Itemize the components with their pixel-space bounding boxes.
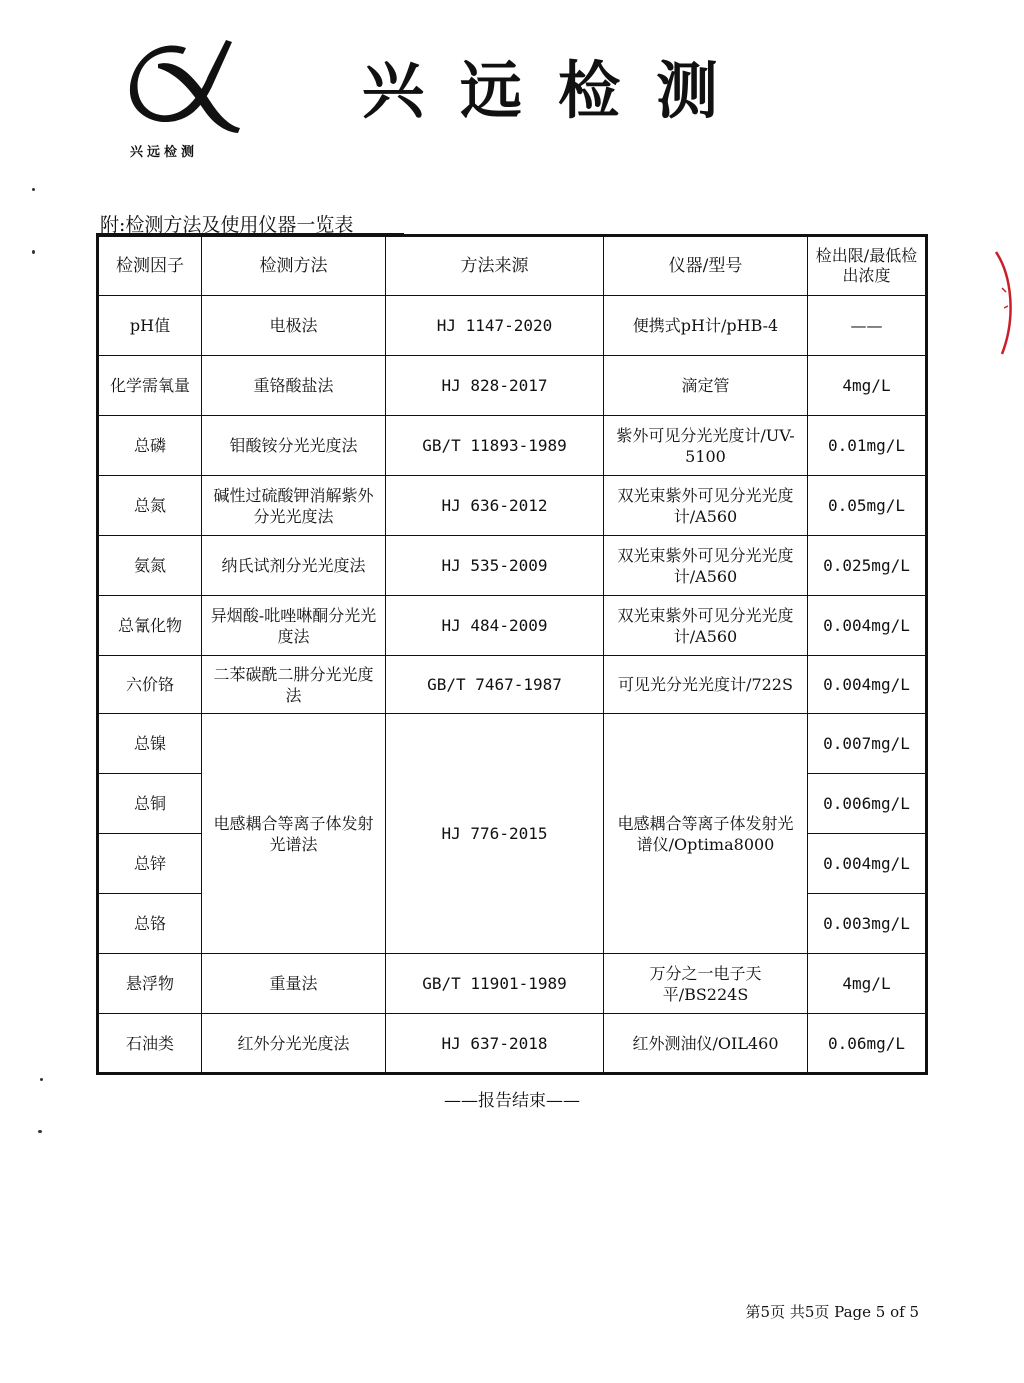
table-row — [98, 476, 927, 536]
header-cell: 检测方法 — [202, 236, 386, 296]
page-number: 第5页 共5页 Page 5 of 5 — [745, 1303, 919, 1321]
factor-cell: pH值 — [98, 296, 202, 356]
limit-cell: 0.003mg/L — [808, 894, 927, 954]
limit-cell: 0.004mg/L — [808, 596, 927, 656]
table-row — [98, 954, 927, 1014]
logo-caption: 兴远检测 — [130, 145, 199, 160]
scan-speck — [32, 188, 35, 191]
method-cell: 电极法 — [202, 296, 386, 356]
methods-table — [96, 234, 928, 1075]
table-row — [98, 1014, 927, 1074]
instrument-cell: 万分之一电子天平/BS224S — [604, 954, 808, 1014]
instrument-cell: 紫外可见分光光度计/UV-5100 — [604, 416, 808, 476]
methods-table-container — [96, 234, 925, 1072]
table-row — [98, 714, 927, 774]
limit-cell: 0.004mg/L — [808, 834, 927, 894]
method-cell: 碱性过硫酸钾消解紫外分光光度法 — [202, 476, 386, 536]
red-stamp-mark — [990, 248, 1020, 358]
header-cell: 方法来源 — [386, 236, 604, 296]
method-cell: 重量法 — [202, 954, 386, 1014]
table-row — [98, 296, 927, 356]
limit-cell: 0.006mg/L — [808, 774, 927, 834]
instrument-cell: 红外测油仪/OIL460 — [604, 1014, 808, 1074]
factor-cell: 总镍 — [98, 714, 202, 774]
method-cell: 纳氏试剂分光光度法 — [202, 536, 386, 596]
header-cell: 检测因子 — [98, 236, 202, 296]
limit-cell: —— — [808, 296, 927, 356]
header-cell: 仪器/型号 — [604, 236, 808, 296]
table-header-row — [98, 236, 927, 296]
limit-cell: 0.007mg/L — [808, 714, 927, 774]
instrument-cell: 滴定管 — [604, 356, 808, 416]
company-logo — [128, 34, 243, 134]
source-cell: HJ 1147-2020 — [386, 296, 604, 356]
limit-cell: 4mg/L — [808, 356, 927, 416]
limit-cell: 0.05mg/L — [808, 476, 927, 536]
source-cell: GB/T 11901-1989 — [386, 954, 604, 1014]
factor-cell: 六价铬 — [98, 656, 202, 714]
table-row — [98, 536, 927, 596]
source-cell: HJ 636-2012 — [386, 476, 604, 536]
source-cell: GB/T 11893-1989 — [386, 416, 604, 476]
table-title: 附:检测方法及使用仪器一览表 — [100, 214, 354, 236]
table-row — [98, 356, 927, 416]
instrument-cell: 双光束紫外可见分光光度计/A560 — [604, 476, 808, 536]
scan-speck — [40, 1078, 43, 1081]
factor-cell: 总氮 — [98, 476, 202, 536]
limit-cell: 0.004mg/L — [808, 656, 927, 714]
source-cell: HJ 776-2015 — [386, 714, 604, 954]
factor-cell: 总铬 — [98, 894, 202, 954]
source-cell: HJ 484-2009 — [386, 596, 604, 656]
scan-speck — [38, 1130, 42, 1133]
method-cell: 钼酸铵分光光度法 — [202, 416, 386, 476]
factor-cell: 石油类 — [98, 1014, 202, 1074]
factor-cell: 总氰化物 — [98, 596, 202, 656]
method-cell: 电感耦合等离子体发射光谱法 — [202, 714, 386, 954]
instrument-cell: 可见光分光光度计/722S — [604, 656, 808, 714]
table-row — [98, 596, 927, 656]
header-cell: 检出限/最低检出浓度 — [808, 236, 927, 296]
source-cell: HJ 637-2018 — [386, 1014, 604, 1074]
factor-cell: 悬浮物 — [98, 954, 202, 1014]
source-cell: HJ 535-2009 — [386, 536, 604, 596]
limit-cell: 0.01mg/L — [808, 416, 927, 476]
source-cell: HJ 828-2017 — [386, 356, 604, 416]
factor-cell: 总磷 — [98, 416, 202, 476]
method-cell: 异烟酸-吡唑啉酮分光光度法 — [202, 596, 386, 656]
report-end-note: ——报告结束—— — [444, 1091, 580, 1111]
factor-cell: 总锌 — [98, 834, 202, 894]
method-cell: 重铬酸盐法 — [202, 356, 386, 416]
instrument-cell: 双光束紫外可见分光光度计/A560 — [604, 536, 808, 596]
instrument-cell: 双光束紫外可见分光光度计/A560 — [604, 596, 808, 656]
instrument-cell: 电感耦合等离子体发射光谱仪/Optima8000 — [604, 714, 808, 954]
source-cell: GB/T 7467-1987 — [386, 656, 604, 714]
table-row — [98, 416, 927, 476]
factor-cell: 总铜 — [98, 774, 202, 834]
factor-cell: 氨氮 — [98, 536, 202, 596]
limit-cell: 4mg/L — [808, 954, 927, 1014]
limit-cell: 0.025mg/L — [808, 536, 927, 596]
method-cell: 红外分光光度法 — [202, 1014, 386, 1074]
table-row — [98, 656, 927, 714]
instrument-cell: 便携式pH计/pHB-4 — [604, 296, 808, 356]
limit-cell: 0.06mg/L — [808, 1014, 927, 1074]
method-cell: 二苯碳酰二肼分光光度法 — [202, 656, 386, 714]
factor-cell: 化学需氧量 — [98, 356, 202, 416]
scan-speck — [32, 250, 35, 254]
brand-name: 兴远检测 — [362, 54, 755, 127]
